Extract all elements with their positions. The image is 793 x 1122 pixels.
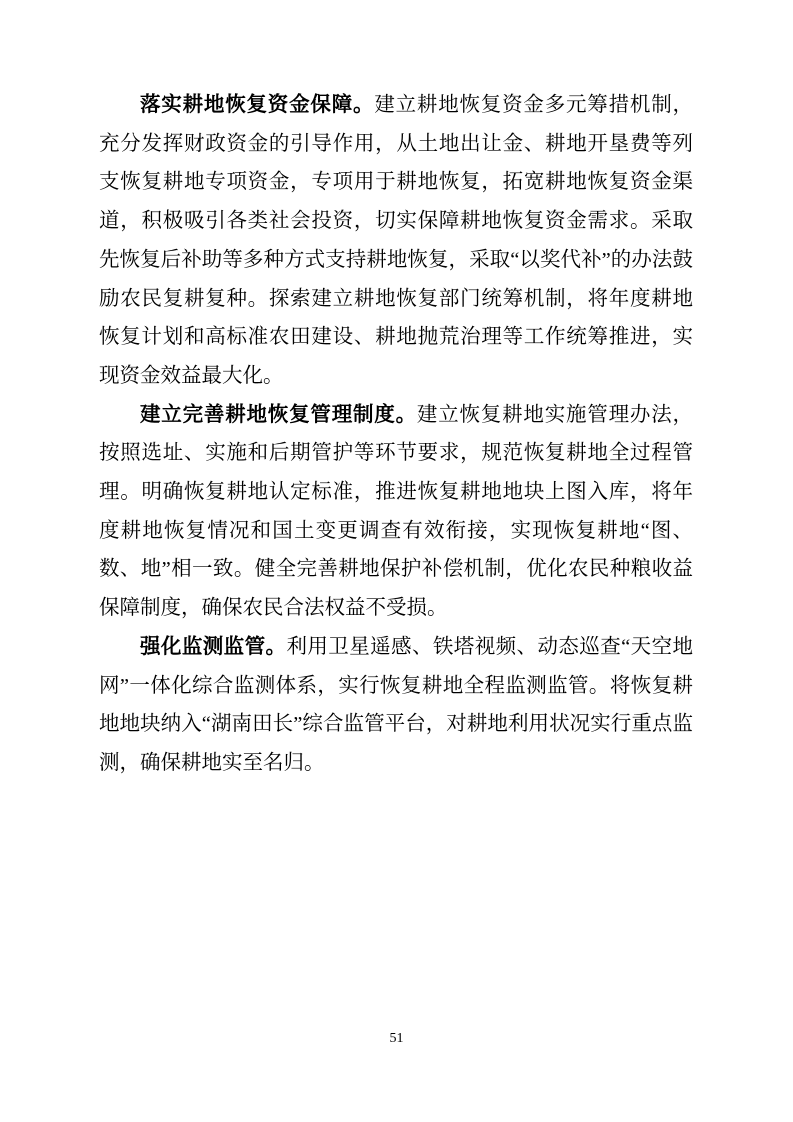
paragraph — [99, 396, 693, 628]
paragraph-body: 建立耕地恢复资金多元筹措机制，充分发挥财政资金的引导作用，从土地出让金、耕地开垦费等列支恢复耕地专项资金，专项用于耕地恢复，拓宽耕地恢复资金渠道，积极吸引各类社会投资，切实保障耕地恢复资金需求。采取先恢复后补助等多种方式支持耕地恢复，采取“以奖代补”的办法鼓励农民复耕复种。探索建立耕地恢复部门统筹机制，将年度耕地恢复计划和高标准农田建设、耕地抛荒治理等工作统筹推进，实现资金效益最大化。 — [99, 94, 694, 387]
paragraph-body: 利用卫星遥感、铁塔视频、动态巡查“天空地网”一体化综合监测体系，实行恢复耕地全程监测监管。将恢复耕地地块纳入“湖南田长”综合监管平台，对耕地利用状况实行重点监测，确保耕地实至名归。 — [99, 635, 693, 774]
paragraph-body: 建立恢复耕地实施管理办法，按照选址、实施和后期管护等环节要求，规范恢复耕地全过程管理。明确恢复耕地认定标准，推进恢复耕地地块上图入库，将年度耕地恢复情况和国土变更调查有效衔接，实现恢复耕地“图、数、地”相一致。健全完善耕地保护补偿机制，优化农民种粮收益保障制度，确保农民合法权益不受损。 — [99, 403, 694, 620]
page-number: 51 — [389, 1031, 404, 1046]
paragraph — [99, 86, 693, 396]
paragraph-lead: 建立完善耕地恢复管理制度。 — [140, 403, 417, 426]
paragraph — [99, 628, 693, 783]
paragraph-lead: 落实耕地恢复资金保障。 — [140, 94, 375, 116]
document-content — [99, 86, 693, 783]
paragraph-lead: 强化监测监管。 — [140, 635, 287, 658]
